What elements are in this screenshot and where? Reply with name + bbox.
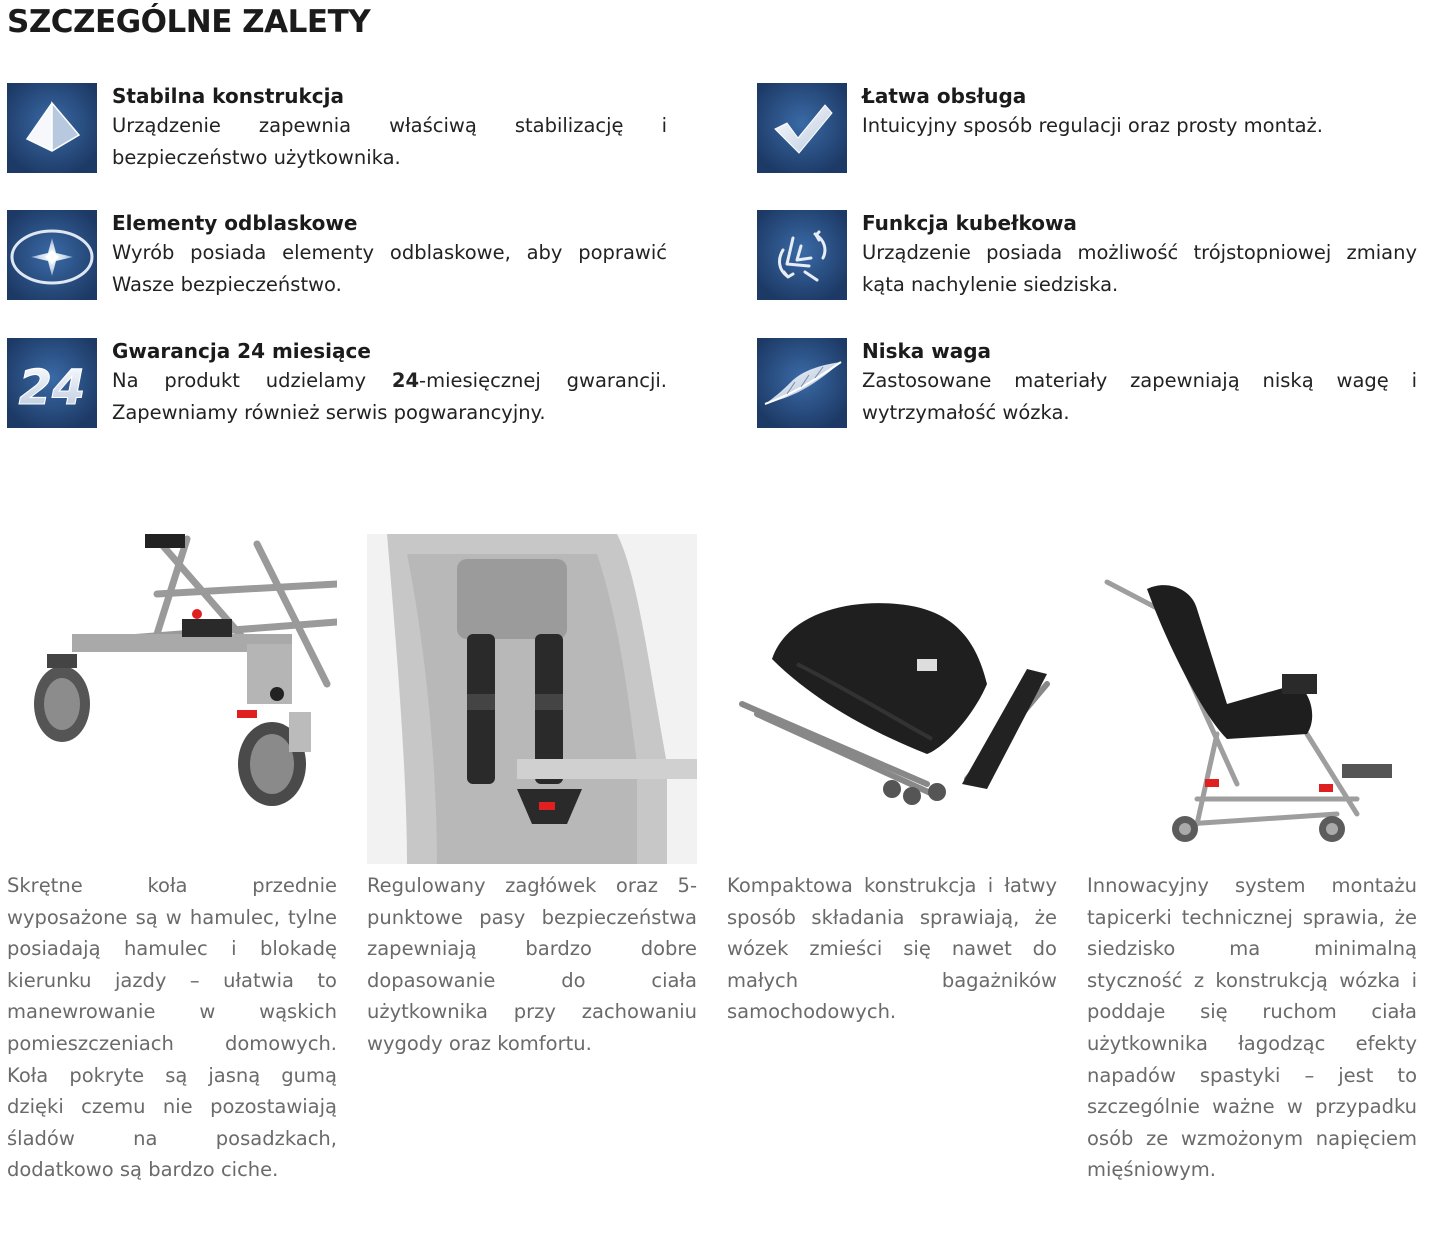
feature-low-weight (757, 338, 1417, 434)
feature-text: Urządzenie posiada możliwość trójstopniowej zmiany kąta nachylenie siedziska. (862, 241, 1417, 296)
feature-title: Funkcja kubełkowa (862, 211, 1077, 235)
product-description: Skrętne koła przednie wyposażone są w hamulec, tylne posiadają hamulec i blokadę kierunku jazdy – ułatwia to manewrowanie w wąskich pomieszczeniach domowych. Koła pokryte są jasną gumą dzięki czemu nie pozostawiają śladów na posadzkach, dodatkowo są bardzo ciche. (7, 874, 337, 1182)
feature-reflective-elements (7, 210, 667, 306)
folded-stroller-photo (727, 534, 1057, 864)
feature-text: Na produkt udzielamy 24-miesięcznej gwarancji. Zapewniamy również serwis pogwarancyjny. (112, 369, 667, 424)
feature-title: Elementy odblaskowe (112, 211, 358, 235)
svg-text:24: 24 (18, 360, 86, 416)
front-wheels-photo (7, 534, 337, 864)
feature-text: Zastosowane materiały zapewniają niską wagę i wytrzymałość wózka. (862, 369, 1417, 424)
product-card-headrest (367, 534, 697, 1060)
product-description: Innowacyjny system montażu tapicerki technicznej sprawia, że siedzisko ma minimalną styczność z konstrukcją wózka i poddaje się ruchom ciała użytkownika łagodząc efekty napadów spastyki – jest to szczególnie ważne w przypadku osób ze wzmożonym napięciem mięśniowym. (1087, 874, 1417, 1182)
feature-title: Gwarancja 24 miesiące (112, 339, 371, 363)
feature-title: Niska waga (862, 339, 992, 363)
feature-text: Urządzenie zapewnia właściwą stabilizację i bezpieczeństwo użytkownika. (112, 114, 667, 169)
feature-tilt-function (757, 210, 1417, 306)
product-description: Regulowany zagłówek oraz 5-punktowe pasy bezpieczeństwa zapewniają bardzo dobre dopasowanie do ciała użytkownika przy zachowaniu wygody oraz komfortu. (367, 874, 697, 1055)
product-description: Kompaktowa konstrukcja i łatwy sposób składania sprawiają, że wózek zmieści się nawet do małych bagażników samochodowych. (727, 874, 1057, 1024)
product-card-folded (727, 534, 1057, 1028)
headrest-harness-photo (367, 534, 697, 864)
stroller-side-photo (1087, 534, 1417, 864)
tilt-seat-icon (757, 210, 847, 300)
feather-icon (757, 338, 847, 428)
feature-easy-use (757, 83, 1417, 179)
warranty-months: 24 (391, 369, 420, 392)
pyramid-icon (7, 83, 97, 173)
feature-text: Intuicyjny sposób regulacji oraz prosty montaż. (862, 114, 1323, 137)
feature-stable-construction (7, 83, 667, 179)
feature-warranty (7, 338, 667, 434)
feature-title: Stabilna konstrukcja (112, 84, 345, 108)
product-card-wheels (7, 534, 337, 1186)
warranty-24-icon (7, 338, 97, 428)
checkmark-icon (757, 83, 847, 173)
feature-title: Łatwa obsługa (862, 84, 1027, 108)
section-title: SZCZEGÓLNE ZALETY (7, 4, 371, 40)
feature-text: Wyrób posiada elementy odblaskowe, aby poprawić Wasze bezpieczeństwo. (112, 241, 667, 296)
reflective-star-icon (7, 210, 97, 300)
product-card-side-view (1087, 534, 1417, 1186)
